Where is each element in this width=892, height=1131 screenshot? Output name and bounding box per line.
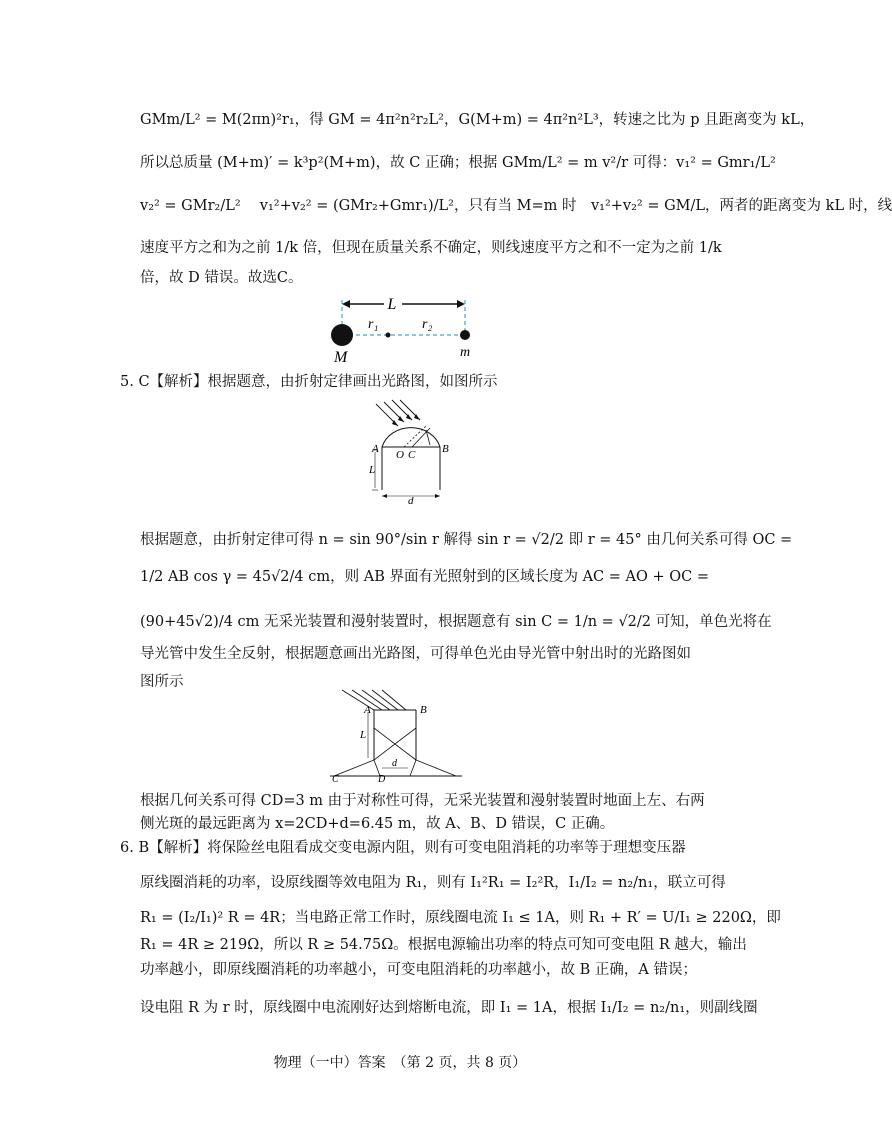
- sec6-line-3: R₁ = (I₂/I₁)² R = 4R；当电路正常工作时，原线圈电流 I₁ ≤ 1A，则 R₁ + R′ = U/I₁ ≥ 220Ω，即: [140, 910, 781, 926]
- fig1-label-B: B: [442, 443, 449, 455]
- sec6-line-6: 设电阻 R 为 r 时，原线圈中电流刚好达到熔断电流，即 I₁ = 1A，根据 I₁/I₂ = n₂/n₁，则副线圈: [140, 1000, 758, 1016]
- fig2-label-A: A: [364, 704, 371, 716]
- fig-label-L: L: [387, 296, 397, 313]
- fig1-label-d: d: [408, 495, 414, 507]
- sec5-line-4: 导光管中发生全反射，根据题意画出光路图，可得单色光由导光管中射出时的光路图如: [140, 646, 691, 662]
- fig-label-m: m: [460, 345, 471, 360]
- fig-label-r1: r₁: [368, 317, 379, 332]
- sec6-line-4: R₁ = 4R ≥ 219Ω，所以 R ≥ 54.75Ω。根据电源输出功率的特点可知可变电阻 R 越大，输出: [140, 937, 747, 953]
- mass-M-dot: [331, 324, 353, 346]
- binary-star-figure: [320, 292, 490, 367]
- sec4-line-2: 所以总质量 (M+m)′ = k³p²(M+m)，故 C 正确；根据 GMm/L² = m v²/r 可得：v₁² = Gmr₁/L²: [140, 155, 776, 171]
- sec6-line-1: 6. B【解析】将保险丝电阻看成交变电源内阻，则有可变电阻消耗的功率等于理想变压器: [120, 840, 686, 856]
- fig2-label-L: L: [360, 729, 367, 741]
- page-footer: 物理（一中）答案 （第 2 页，共 8 页）: [273, 1055, 527, 1071]
- center-dot: [386, 333, 391, 338]
- light-guide-figure-2: [330, 688, 470, 783]
- sec5-line-6: 根据几何关系可得 CD=3 m 由于对称性可得，无采光装置和漫射装置时地面上左、右两: [140, 793, 705, 809]
- sec4-line-1: GMm/L² = M(2πn)²r₁，得 GM = 4π²n²r₂L²，G(M+m) = 4π²n²L³，转速之比为 p 且距离变为 kL，: [140, 112, 815, 128]
- fig-label-r2: r₂: [422, 317, 433, 332]
- sec4-line-5: 倍，故 D 错误。故选C。: [140, 270, 303, 286]
- sec5-line-1: 根据题意，由折射定律可得 n = sin 90°/sin r 解得 sin r = √2/2 即 r = 45° 由几何关系可得 OC =: [140, 532, 793, 548]
- sec6-line-5: 功率越小，即原线圈消耗的功率越小，可变电阻消耗的功率越小，故 B 正确，A 错误；: [140, 962, 697, 978]
- fig1-label-A: A: [372, 443, 379, 455]
- light-guide-figure-1: [368, 400, 458, 505]
- fig2-label-D: D: [378, 774, 386, 785]
- fig1-label-O: O: [396, 449, 404, 461]
- sec5-line-7: 侧光斑的最远距离为 x=2CD+d=6.45 m，故 A、B、D 错误，C 正确。: [140, 816, 615, 832]
- sec6-line-2: 原线圈消耗的功率，设原线圈等效电阻为 R₁，则有 I₁²R₁ = I₂²R，I₁/I₂ = n₂/n₁，联立可得: [140, 875, 726, 891]
- fig2-label-d: d: [392, 758, 397, 769]
- fig1-label-L: L: [369, 464, 376, 476]
- sec5-line-5: 图所示: [140, 674, 184, 690]
- sec4-line-4: 速度平方之和为之前 1/k 倍，但现在质量关系不确定，则线速度平方之和不一定为之前 1/k: [140, 240, 722, 256]
- sec4-line-3: v₂² = GMr₂/L² v₁²+v₂² = (GMr₂+Gmr₁)/L²，只有当 M=m 时 v₁²+v₂² = GM/L，两者的距离变为 kL 时，线: [140, 198, 892, 214]
- fig2-label-B: B: [420, 704, 427, 716]
- mass-m-dot: [460, 330, 470, 340]
- fig-label-M: M: [334, 349, 348, 366]
- fig2-label-C: C: [332, 774, 339, 785]
- fig1-label-C: C: [408, 449, 416, 461]
- sec5-line-2: 1/2 AB cos γ = 45√2/4 cm，则 AB 界面有光照射到的区域长度为 AC = AO + OC =: [140, 569, 709, 585]
- sec5-heading: 5. C【解析】根据题意，由折射定律画出光路图，如图所示: [120, 374, 498, 390]
- sec5-line-3: (90+45√2)/4 cm 无采光装置和漫射装置时，根据题意有 sin C = 1/n = √2/2 可知，单色光将在: [140, 614, 772, 630]
